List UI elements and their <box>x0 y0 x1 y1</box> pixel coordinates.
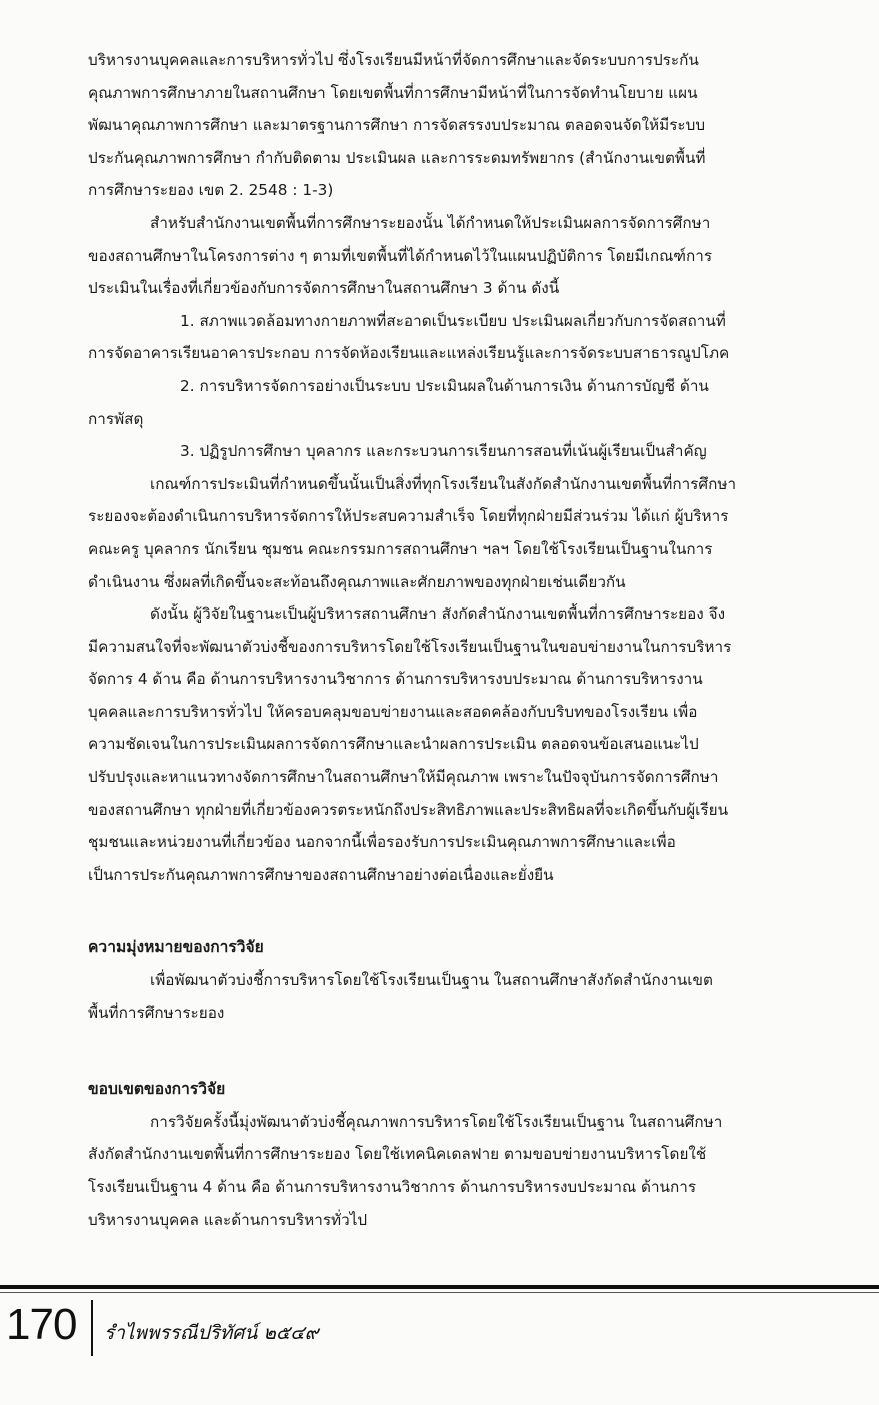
text-line: การศึกษาระยอง เขต 2. 2548 : 1-3) <box>88 181 334 200</box>
text-line: โรงเรียนเป็นฐาน 4 ด้าน คือ ด้านการบริหารงานวิชาการ ด้านการบริหารงบประมาณ ด้านการ <box>88 1178 697 1196</box>
text-line: บริหารงานบุคคลและการบริหารทั่วไป ซึ่งโรงเรียนมีหน้าที่จัดการศึกษาและจัดระบบการประกัน <box>88 51 699 69</box>
text-line: พัฒนาคุณภาพการศึกษา และมาตรฐานการศึกษา การจัดสรรงบประมาณ ตลอดจนจัดให้มีระบบ <box>88 116 706 135</box>
text-line: สังกัดสำนักงานเขตพื้นที่การศึกษาระยอง โดยใช้เทคนิคเดลฟาย ตามขอบข่ายงานบริหารโดยใช้ <box>88 1145 707 1164</box>
text-line: 2. การบริหารจัดการอย่างเป็นระบบ ประเมินผลในด้านการเงิน ด้านการบัญชี ด้าน <box>180 376 709 395</box>
text-line: คุณภาพการศึกษาภายในสถานศึกษา โดยเขตพื้นที่การศึกษามีหน้าที่ในการจัดทำนโยบาย แผน <box>88 83 698 102</box>
text-line: ของสถานศึกษา ทุกฝ่ายที่เกี่ยวข้องควรตระหนักถึงประสิทธิภาพและประสิทธิผลที่จะเกิดขึ้นกับผู้เรียน <box>88 800 729 819</box>
body-text <box>88 44 842 1236</box>
text-line: ระยองจะต้องดำเนินการบริหารจัดการให้ประสบความสำเร็จ โดยที่ทุกฝ่ายมีส่วนร่วม ได้แก่ ผู้บริหาร <box>88 507 729 526</box>
paragraph-objective <box>88 964 842 1029</box>
text-line: ของสถานศึกษาในโครงการต่าง ๆ ตามที่เขตพื้นที่ได้กำหนดไว้ในแผนปฏิบัติการ โดยมีเกณฑ์การ <box>88 246 713 265</box>
text-line: เพื่อพัฒนาตัวบ่งชี้การบริหารโดยใช้โรงเรียนเป็นฐาน ในสถานศึกษาสังกัดสำนักงานเขต <box>150 971 713 990</box>
text-line: จัดการ 4 ด้าน คือ ด้านการบริหารงานวิชาการ ด้านการบริหารงบประมาณ ด้านการบริหารงาน <box>88 670 703 689</box>
paragraph-rationale <box>88 598 842 891</box>
text-line: ดำเนินงาน ซึ่งผลที่เกิดขึ้นจะสะท้อนถึงคุณภาพและศักยภาพของทุกฝ่ายเช่นเดียวกัน <box>88 572 626 591</box>
text-line: เป็นการประกันคุณภาพการศึกษาของสถานศึกษาอย่างต่อเนื่องและยั่งยืน <box>88 865 554 884</box>
text-line: ปรับปรุงและหาแนวทางจัดการศึกษาในสถานศึกษาให้มีคุณภาพ เพราะในปัจจุบันการจัดการศึกษา <box>88 768 719 787</box>
text-line: ความชัดเจนในการประเมินผลการจัดการศึกษาและนำผลการประเมิน ตลอดจนข้อเสนอแนะไป <box>88 735 699 754</box>
text-line: ประเมินในเรื่องที่เกี่ยวข้องกับการจัดการศึกษาในสถานศึกษา 3 ด้าน ดังนี้ <box>88 279 560 298</box>
paragraph-evaluation <box>88 207 842 305</box>
text-line: 3. ปฏิรูปการศึกษา บุคลากร และกระบวนการเรียนการสอนที่เน้นผู้เรียนเป็นสำคัญ <box>180 442 707 461</box>
text-line: การวิจัยครั้งนี้มุ่งพัฒนาตัวบ่งชี้คุณภาพการบริหารโดยใช้โรงเรียนเป็นฐาน ในสถานศึกษา <box>150 1112 723 1131</box>
text-line: สำหรับสำนักงานเขตพื้นที่การศึกษาระยองนั้น ได้กำหนดให้ประเมินผลการจัดการศึกษา <box>150 213 711 232</box>
footer-divider <box>91 1300 93 1356</box>
section-heading-scope: ขอบเขตของการวิจัย <box>88 1080 226 1099</box>
text-line: ชุมชนและหน่วยงานที่เกี่ยวข้อง นอกจากนี้เพื่อรองรับการประเมินคุณภาพการศึกษาและเพื่อ <box>88 833 676 852</box>
paragraph-continued <box>88 44 842 207</box>
text-line: บริหารงานบุคคล และด้านการบริหารทั่วไป <box>88 1210 368 1229</box>
list-item-2 <box>88 370 842 435</box>
list-item-1 <box>88 305 842 370</box>
list-item-3 <box>88 435 842 468</box>
text-line: เกณฑ์การประเมินที่กำหนดขึ้นนั้นเป็นสิ่งที่ทุกโรงเรียนในสังกัดสำนักงานเขตพื้นที่การศึกษา <box>150 474 737 493</box>
text-line: ดังนั้น ผู้วิจัยในฐานะเป็นผู้บริหารสถานศึกษา สังกัดสำนักงานเขตพื้นที่การศึกษาระยอง จึง <box>150 605 726 624</box>
footer-rule <box>0 1285 879 1289</box>
text-line: บุคคลและการบริหารทั่วไป ให้ครอบคลุมขอบข่ายงานและสอดคล้องกับบริบทของโรงเรียน เพื่อ <box>88 702 698 721</box>
text-line: คณะครู บุคลากร นักเรียน ชุมชน คณะกรรมการสถานศึกษา ฯลฯ โดยใช้โรงเรียนเป็นฐานในการ <box>88 539 713 558</box>
text-line: มีความสนใจที่จะพัฒนาตัวบ่งชี้ของการบริหารโดยใช้โรงเรียนเป็นฐานในขอบข่ายงานในการบริหาร <box>88 637 732 656</box>
text-line: การจัดอาคารเรียนอาคารประกอบ การจัดห้องเรียนและแหล่งเรียนรู้และการจัดระบบสาธารณูปโภค <box>88 344 730 363</box>
journal-title: รำไพพรรณีปริทัศน์ ๒๕๔๙ <box>104 1322 319 1344</box>
text-line: พื้นที่การศึกษาระยอง <box>88 1003 225 1022</box>
text-line: 1. สภาพแวดล้อมทางกายภาพที่สะอาดเป็นระเบียบ ประเมินผลเกี่ยวกับการจัดสถานที่ <box>180 311 726 330</box>
page-number: 170 <box>6 1300 77 1349</box>
text-line: ประกันคุณภาพการศึกษา กำกับติดตาม ประเมินผล และการระดมทรัพยากร (สำนักงานเขตพื้นที่ <box>88 148 706 167</box>
text-line: การพัสดุ <box>88 409 144 428</box>
section-heading-objective: ความมุ่งหมายของการวิจัย <box>88 938 264 957</box>
footer-rule-thin <box>0 1292 879 1293</box>
paragraph-criteria <box>88 468 842 598</box>
paragraph-scope <box>88 1106 842 1236</box>
